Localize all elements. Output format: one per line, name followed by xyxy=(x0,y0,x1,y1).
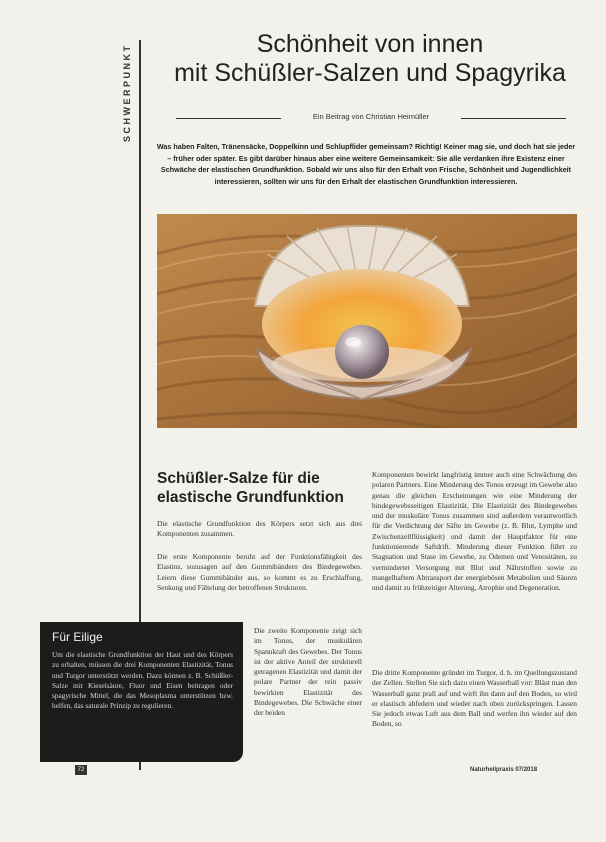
body-paragraph-3: Die zweite Komponente zeigt sich im Tonus, der muskulären Spannkraft des Gewebes. Der Tonus ist der aktive Anteil der strukturell getragenen Elastizität und damit der polare Partner der rein passiv bewirkten Elastizität des Bindegewebes. Die Schwäche einer der beiden xyxy=(254,626,362,718)
title-line-2: mit Schüßler-Salzen und Spagyrika xyxy=(174,59,566,87)
body-paragraph-2: Die erste Komponente beruht auf der Funktionsfähigkeit des Elastins, sozusagen auf den Gummibändern des Bindegewebes. Leiern diese Gummibänder aus, so kommt es zu Erschlaffung, Senkung und Fältelung der betroffenen Strukturen. xyxy=(157,552,362,592)
section-label: SCHWERPUNKT xyxy=(122,43,132,142)
section-heading: Schüßler-Salze für die elastische Grundfunktion xyxy=(157,470,344,506)
lead-paragraph: Was haben Falten, Tränensäcke, Doppelkinn und Schlupflider gemeinsam? Richtig! Keiner mag sie, und doch hat sie jeder – früher oder später. Es gibt darüber hinaus aber eine weitere Gemeinsamkeit: Sie alle verdanken ihre Existenz einer Schwäche der elastischen Grundfunktion. Sobald wir uns also für den Erhalt von Frische, Schönheit und Jugendlichkeit interessieren, sollten wir uns für den Erhalt der elastischen Grundfunktion interessieren. xyxy=(156,142,576,186)
byline-block xyxy=(176,112,566,124)
body-paragraph-5: Die dritte Komponente gründet im Turgor, d. h. im Quellungszustand der Zellen. Stellen Sie sich dazu einen Wasserball vor: Bläst man den Wasserball ganz prall auf und wirft ihn dann auf den Boden, so wird er elastisch abfedern und wieder nach oben zurückspringen. Lassen Sie jedoch etwas Luft aus dem Ball und werfen ihn wieder auf den Boden, so xyxy=(372,668,577,729)
article-title xyxy=(160,30,580,88)
byline: Ein Beitrag von Christian Heimüller xyxy=(312,112,430,121)
summary-box xyxy=(40,622,243,762)
footer-journal: Naturheilpraxis 07/2018 xyxy=(470,767,538,773)
body-paragraph-1: Die elastische Grundfunktion des Körpers setzt sich aus drei Komponenten zusammen. xyxy=(157,519,362,539)
summary-box-text: Um die elastische Grundfunktion der Haut und des Körpers zu erhalten, müssen die drei Komponenten Elastizität, Tonus und Turgor unterstützt werden. Dazu können z. B. Schüßler-Salze mit Kieselsäure, Fluor und Eisen beitragen oder spagyrische Mittel, die das Mesoplasma unterstützen bzw. helfen, das saturale Prinzip zu regulieren. xyxy=(52,650,233,711)
article-photo xyxy=(157,214,577,428)
byline-rule-left xyxy=(176,118,281,119)
byline-rule-right xyxy=(461,118,566,119)
title-line-1: Schönheit von innen xyxy=(256,30,484,58)
body-paragraph-4: Komponenten bewirkt langfristig immer auch eine Schwächung des polaren Partners. Eine Minderung des Tonus erzeugt im Gewebe also genau die gleichen Erscheinungen wie eine Minderung der bindegewebsseitigen Elastizität. Die Elastizität des Bindegewebes und der muskuläre Tonus zusammen sind außerdem verantwortlich für die Verdichtung der Säfte im Gewebe (z. B. Blut, Lymphe und Zwischenzellflüssigkeit) und damit der Hauptfaktor für eine funktionierende Saftdrift. Minderung dieser Funktion führt zu Stagnation und Stase im Gewebe, zu Ödemen und Venositäten, zu vermindertet Versorgung mit Blut und Nährstoffen sowie zu mangelhaftem Abtransport der energiebösen Metabolien und Säuren und damit zu frühzeitiger Alterung, Atrophie und Degeneration. xyxy=(372,470,577,593)
shell-pearl-illustration xyxy=(157,214,577,428)
summary-box-title: Für Eilige xyxy=(52,630,103,644)
page-number: 72 xyxy=(75,765,87,775)
